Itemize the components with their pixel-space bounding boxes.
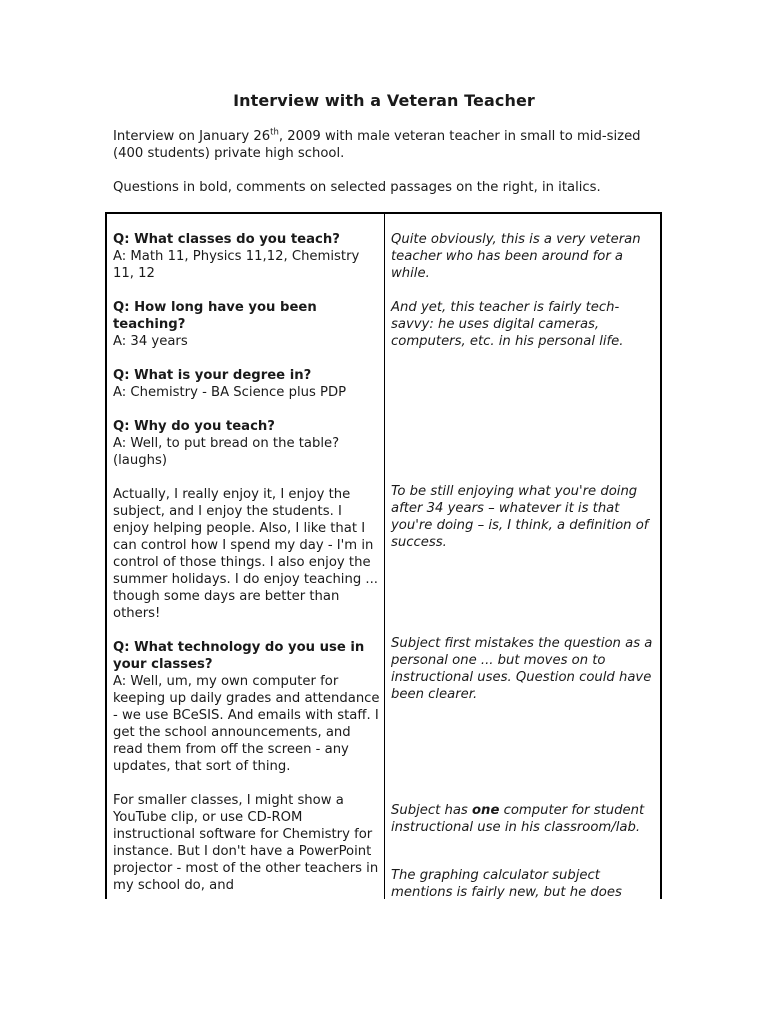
- qa-block: [113, 231, 381, 282]
- qa-block: [113, 792, 381, 894]
- question-text: Q: What is your degree in?: [113, 368, 312, 383]
- comment-text: To be still enjoying what you're doing after 34 years – whatever it is that you're doing – is, I think, a definition of success.: [391, 484, 649, 550]
- answer-text: A: Chemistry - BA Science plus PDP: [113, 385, 347, 400]
- qa-block: [113, 367, 381, 401]
- qa-block: [113, 418, 381, 469]
- comment-text-end: computer for student instructional use in his classroom/lab.: [391, 803, 645, 835]
- question-text: Q: What technology do you use in your classes?: [113, 640, 365, 672]
- comment-text: And yet, this teacher is fairly tech-savvy: he uses digital cameras, computers, etc. in his personal life.: [391, 300, 624, 349]
- questions-column: [113, 231, 381, 911]
- comment-text: Quite obviously, this is a very veteran teacher who has been around for a while.: [391, 232, 641, 281]
- answer-text: A: Well, to put bread on the table? (laughs): [113, 436, 340, 468]
- intro-paragraph: [113, 128, 653, 162]
- comment-text: [391, 802, 657, 836]
- comment-emphasis: one: [472, 803, 500, 818]
- question-text: Q: How long have you been teaching?: [113, 300, 317, 332]
- intro-legend-note: Questions in bold, comments on selected passages on the right, in italics.: [113, 180, 601, 195]
- question-text: Q: What classes do you teach?: [113, 232, 340, 247]
- intro-text-start: Interview on January 26: [113, 129, 271, 144]
- question-text: Q: Why do you teach?: [113, 419, 275, 434]
- answer-text: A: 34 years: [113, 334, 188, 349]
- intro-section: [113, 128, 653, 196]
- answer-text: A: Math 11, Physics 11,12, Chemistry 11, 12: [113, 249, 360, 281]
- comment-text: The graphing calculator subject mentions is fairly new, but he does: [391, 868, 622, 900]
- comment-text: Subject first mistakes the question as a personal one ... but moves on to instructional uses. Question could have been clearer.: [391, 636, 653, 702]
- answer-text: For smaller classes, I might show a YouTube clip, or use CD-ROM instructional software for Chemistry for instance. But I don't have a PowerPoint projector - most of the other teachers in my school do, and: [113, 793, 379, 893]
- answer-text: Actually, I really enjoy it, I enjoy the subject, and I enjoy the students. I enjoy helping people. Also, I like that I can control how I spend my day - I'm in control of those things. I also enjoy the summer holidays. I do enjoy teaching ... though some days are better than others!: [113, 487, 378, 621]
- qa-block: [113, 486, 381, 622]
- qa-block: [113, 299, 381, 350]
- qa-block: [113, 639, 381, 775]
- answer-text: A: Well, um, my own computer for keeping up daily grades and attendance - we use BCeSIS. And emails with staff. I get the school announcements, and read them from off the screen - any updates, that sort of thing.: [113, 674, 380, 774]
- intro-superscript: th: [270, 127, 279, 138]
- interview-table: [105, 212, 662, 899]
- intro-text-end: , 2009 with male veteran teacher in small to mid-sized (400 students) private high school.: [113, 129, 641, 161]
- column-divider: [384, 214, 385, 899]
- comment-text-start: Subject has: [391, 803, 472, 818]
- document-title: Interview with a Veteran Teacher: [233, 91, 535, 110]
